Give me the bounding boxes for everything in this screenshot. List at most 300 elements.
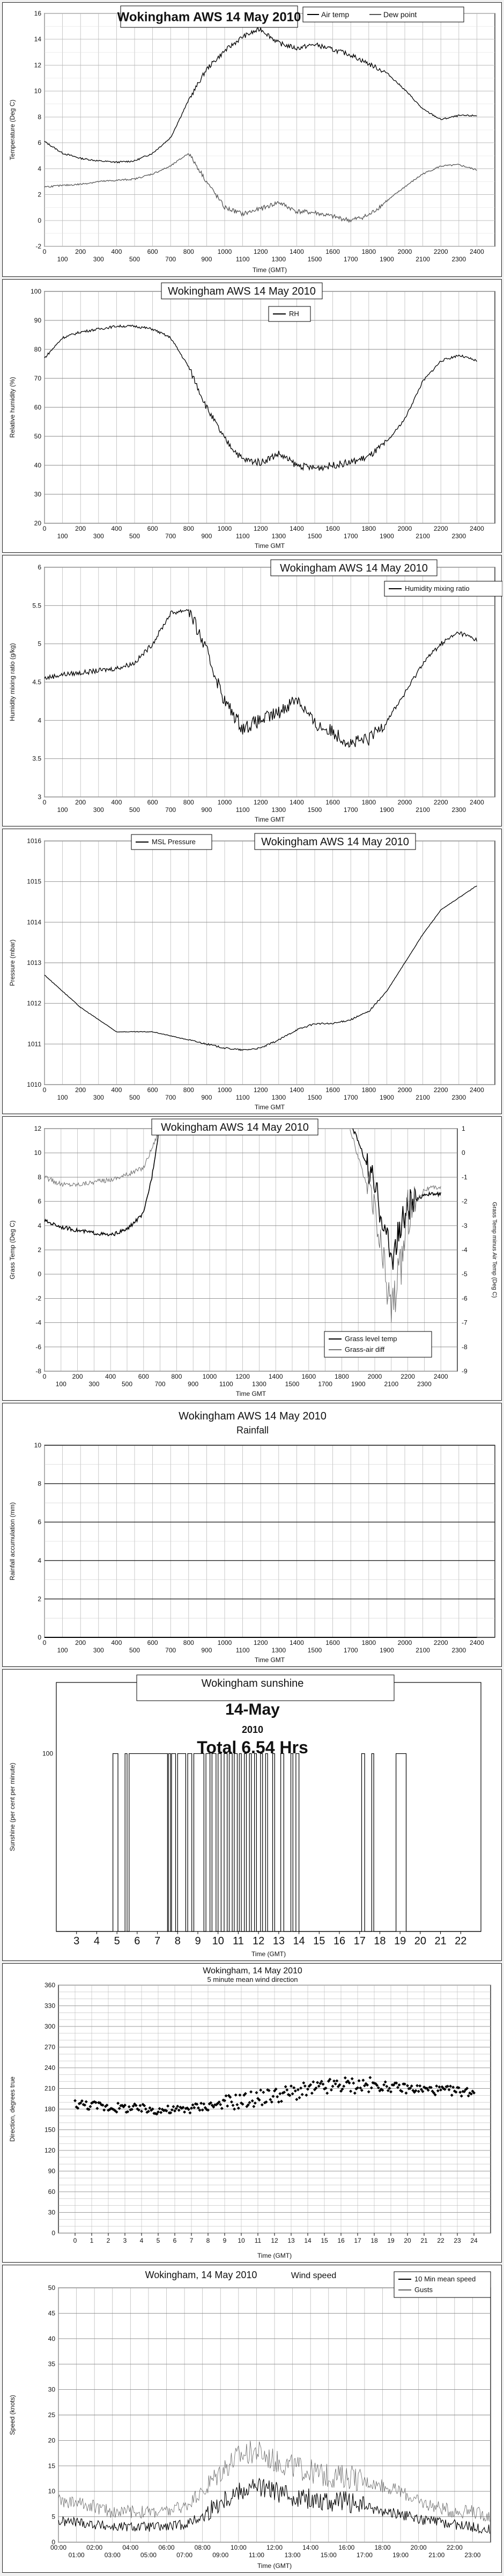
x-tick-label: 200 (75, 525, 86, 532)
y-right-tick-label: -1 (462, 1173, 468, 1181)
legend-label: MSL Pressure (152, 838, 196, 846)
y-tick-label: -4 (35, 1319, 41, 1327)
y-tick-label: 1011 (27, 1040, 41, 1048)
x-tick-label: 1500 (307, 806, 322, 814)
x-tick-label: 1000 (217, 799, 232, 806)
x-tick-label: 1800 (335, 1373, 349, 1380)
x-tick-label: 7 (154, 1935, 161, 1947)
x-tick-label: 500 (129, 255, 140, 263)
y-right-axis-label: Grass Temp minus Air Temp (Deg C) (491, 1202, 498, 1298)
y-tick-label: 6 (38, 564, 41, 571)
x-tick-label: 10 (212, 1935, 224, 1947)
x-tick-label: 0 (42, 1373, 47, 1380)
x-tick-label: 22 (437, 2237, 444, 2244)
x-tick-label: 100 (57, 1094, 68, 1101)
x-tick-label: 11:00 (248, 2551, 264, 2559)
y-tick-label: 80 (34, 346, 41, 353)
x-tick-label: 500 (129, 1646, 140, 1654)
x-tick-label: 500 (129, 806, 140, 814)
y-tick-label: -6 (35, 1343, 41, 1351)
x-tick-label: 2400 (470, 1086, 484, 1094)
y-tick-label: 16 (34, 10, 41, 17)
x-tick-label: 100 (57, 532, 68, 540)
x-tick-label: 1600 (301, 1373, 316, 1380)
y-tick-label: 14 (34, 35, 41, 43)
x-tick-label: 7 (189, 2237, 194, 2244)
x-tick-label: 1600 (325, 1086, 340, 1094)
x-tick-label: 1800 (361, 799, 376, 806)
x-tick-label: 1900 (380, 255, 394, 263)
y-tick-label: 10 (48, 2487, 55, 2496)
y-tick-label: 180 (44, 2105, 55, 2113)
x-tick-label: 1000 (217, 1639, 232, 1646)
chart-title: Wokingham, 14 May 2010 (203, 1966, 302, 1975)
x-tick-label: 1900 (380, 1094, 394, 1101)
y-tick-label: 150 (44, 2126, 55, 2134)
y-tick-label: 3.5 (32, 755, 41, 763)
x-tick-label: 900 (201, 1646, 212, 1654)
x-axis-label: Time GMT (254, 1656, 285, 1664)
x-tick-label: 2200 (433, 1086, 448, 1094)
y-right-tick-label: -7 (462, 1319, 468, 1327)
y-tick-label: 12 (34, 1125, 41, 1132)
x-tick-label: 1700 (343, 1094, 358, 1101)
x-tick-label: 18 (370, 2237, 378, 2244)
y-axis-label: Speed (knots) (9, 2395, 16, 2435)
x-tick-label: 6 (173, 2237, 177, 2244)
y-tick-label: 5.5 (32, 602, 41, 610)
y-axis-label: Grass Temp (Deg C) (9, 1220, 16, 1279)
x-tick-label: 1500 (307, 532, 322, 540)
y-tick-label: 8 (38, 1173, 41, 1181)
y-tick-label: 90 (34, 317, 41, 324)
x-axis-label: Time GMT (235, 1390, 266, 1397)
chart-panel-hmr (2, 555, 502, 826)
x-tick-label: 1800 (361, 1086, 376, 1094)
y-tick-label: 8 (38, 113, 41, 121)
x-tick-label: 1300 (271, 255, 286, 263)
x-tick-label: 21:00 (428, 2551, 445, 2559)
x-tick-label: 13:00 (284, 2551, 301, 2559)
x-tick-label: 2200 (433, 799, 448, 806)
chart-title: Wokingham AWS 14 May 2010 (168, 286, 316, 298)
legend-label: Gusts (414, 2286, 433, 2294)
x-tick-label: 1200 (253, 248, 268, 255)
x-tick-label: 2400 (433, 1373, 448, 1380)
y-tick-label: 1013 (27, 959, 41, 967)
y-tick-label: 12 (34, 61, 41, 69)
x-tick-label: 900 (201, 532, 212, 540)
x-tick-label: 1400 (290, 248, 304, 255)
y-tick-label: 10 (34, 1149, 41, 1157)
legend (384, 581, 502, 596)
y-tick-label: 30 (34, 491, 41, 498)
x-tick-label: 1700 (343, 532, 358, 540)
y-tick-label: 45 (48, 2309, 55, 2317)
y-tick-label: 50 (48, 2284, 55, 2292)
y-axis-label: Temperature (Deg C) (9, 99, 16, 160)
x-tick-label: 400 (111, 1086, 122, 1094)
x-tick-label: 2300 (451, 806, 466, 814)
x-tick-label: 300 (93, 806, 104, 814)
y-right-tick-label: -9 (462, 1367, 468, 1375)
x-tick-label: 9 (223, 2237, 227, 2244)
x-tick-label: 9 (195, 1935, 201, 1947)
x-tick-label: 400 (111, 248, 122, 255)
x-tick-label: 1 (90, 2237, 94, 2244)
legend (269, 306, 310, 321)
legend-label: Air temp (321, 10, 350, 19)
x-tick-label: 1500 (307, 1646, 322, 1654)
x-tick-label: 07:00 (176, 2551, 193, 2559)
x-tick-label: 200 (75, 1639, 86, 1646)
x-tick-label: 0 (73, 2237, 77, 2244)
y-tick-label: 120 (44, 2147, 55, 2154)
y-right-tick-label: 0 (462, 1149, 465, 1157)
y-tick-label: 360 (44, 1981, 55, 1989)
chart-panel-rh (2, 279, 502, 553)
x-tick-label: 18 (374, 1935, 386, 1947)
x-tick-label: 05:00 (140, 2551, 157, 2559)
x-tick-label: 19 (394, 1935, 406, 1947)
x-tick-label: 2000 (397, 1639, 412, 1646)
legend (303, 7, 464, 22)
x-tick-label: 1300 (252, 1380, 266, 1388)
chart-svg-sunshine (3, 1670, 502, 1962)
x-tick-label: 3 (73, 1935, 80, 1947)
x-tick-label: 1500 (307, 1094, 322, 1101)
y-tick-label: 0 (51, 2229, 55, 2237)
y-tick-label: 1012 (27, 999, 41, 1007)
x-tick-label: 700 (165, 255, 176, 263)
y-tick-label: 20 (34, 519, 41, 527)
x-tick-label: 1700 (343, 1646, 358, 1654)
x-tick-label: 15 (321, 2237, 328, 2244)
x-tick-label: 2100 (416, 255, 430, 263)
x-tick-label: 2000 (397, 525, 412, 532)
x-tick-label: 1100 (235, 806, 250, 814)
legend-label: Dew point (383, 10, 417, 19)
x-tick-label: 19:00 (392, 2551, 409, 2559)
y-tick-label: 6 (38, 1518, 41, 1526)
y-right-tick-label: -2 (462, 1197, 468, 1205)
x-tick-label: 1000 (217, 1086, 232, 1094)
x-tick-label: 1900 (380, 806, 394, 814)
chart-subtitle: Rainfall (236, 1425, 269, 1436)
chart-panel-sunshine (2, 1669, 502, 1961)
y-tick-label: 10 (34, 1441, 41, 1449)
y-axis-label: Direction, degrees true (9, 2076, 16, 2142)
x-tick-label: 00:00 (50, 2544, 67, 2551)
x-tick-label: 2300 (451, 532, 466, 540)
y-tick-label: 4.5 (32, 678, 41, 686)
chart-title: Wokingham AWS 14 May 2010 (117, 10, 301, 25)
x-tick-label: 600 (147, 1086, 158, 1094)
x-tick-label: 2200 (433, 248, 448, 255)
x-tick-label: 23 (454, 2237, 461, 2244)
x-tick-label: 0 (42, 525, 47, 532)
y-tick-label: 0 (51, 2538, 55, 2546)
x-tick-label: 800 (183, 525, 194, 532)
x-axis-label: Time (GMT) (251, 1950, 286, 1958)
y-axis-label: Pressure (mbar) (9, 939, 16, 986)
legend (324, 1331, 432, 1357)
x-tick-label: 20 (404, 2237, 411, 2244)
chart-title: Wokingham AWS 14 May 2010 (179, 1410, 327, 1422)
x-tick-label: 200 (75, 1086, 86, 1094)
x-tick-label: 1400 (290, 1639, 304, 1646)
y-right-tick-label: -5 (462, 1270, 468, 1278)
x-tick-label: 15 (313, 1935, 325, 1947)
x-tick-label: 2100 (416, 1646, 430, 1654)
chart-svg-pressure (3, 829, 502, 1115)
x-tick-label: 2200 (433, 1639, 448, 1646)
x-tick-label: 3 (123, 2237, 127, 2244)
x-tick-label: 2000 (367, 1373, 382, 1380)
x-tick-label: 900 (201, 806, 212, 814)
y-tick-label: 60 (48, 2188, 55, 2196)
x-tick-label: 09:00 (212, 2551, 229, 2559)
x-tick-label: 06:00 (158, 2544, 175, 2551)
chart-title: Wokingham AWS 14 May 2010 (280, 562, 428, 575)
x-tick-label: 1200 (253, 525, 268, 532)
y-tick-label: 10 (34, 87, 41, 95)
y-tick-label: 8 (38, 1480, 41, 1488)
x-tick-label: 600 (147, 1639, 158, 1646)
x-tick-label: 10 (238, 2237, 245, 2244)
x-tick-label: 1800 (361, 248, 376, 255)
y-tick-label: 30 (48, 2385, 55, 2394)
y-tick-label: 2 (38, 1246, 41, 1254)
y-tick-label: 100 (30, 288, 41, 295)
x-tick-label: 1000 (217, 525, 232, 532)
x-tick-label: 1800 (361, 1639, 376, 1646)
x-tick-label: 700 (165, 1646, 176, 1654)
y-axis-label: Relative humidity (%) (9, 377, 16, 438)
x-tick-label: 1900 (380, 532, 394, 540)
x-tick-label: 12 (271, 2237, 278, 2244)
x-tick-label: 1500 (307, 255, 322, 263)
x-tick-label: 100 (55, 1380, 66, 1388)
x-tick-label: 1200 (253, 1639, 268, 1646)
x-axis-label: Time GMT (254, 542, 285, 550)
x-tick-label: 16 (337, 2237, 345, 2244)
y-axis-label: Rainfall accumulation (mm) (9, 1502, 16, 1580)
x-tick-label: 11 (254, 2237, 262, 2244)
x-tick-label: 1400 (268, 1373, 283, 1380)
x-tick-label: 14:00 (302, 2544, 319, 2551)
chart-panel-wind_speed (2, 2265, 502, 2573)
y-tick-label: 3 (38, 793, 41, 801)
x-tick-label: 14 (304, 2237, 312, 2244)
y-tick-label: 60 (34, 404, 41, 411)
x-tick-label: 1300 (271, 806, 286, 814)
x-tick-label: 16 (333, 1935, 346, 1947)
chart-title: Wokingham AWS 14 May 2010 (161, 1122, 309, 1134)
x-tick-label: 2100 (416, 1094, 430, 1101)
x-tick-label: 1200 (253, 1086, 268, 1094)
x-tick-label: 2000 (397, 799, 412, 806)
x-tick-label: 800 (171, 1373, 182, 1380)
x-tick-label: 1400 (290, 799, 304, 806)
y-tick-label: 330 (44, 2002, 55, 2010)
y-tick-label: 40 (34, 462, 41, 469)
x-tick-label: 1200 (253, 799, 268, 806)
x-tick-label: 1600 (325, 1639, 340, 1646)
x-tick-label: 20:00 (410, 2544, 427, 2551)
x-tick-label: 400 (105, 1373, 116, 1380)
x-tick-label: 2000 (397, 248, 412, 255)
chart-svg-hmr (3, 555, 502, 827)
x-tick-label: 4 (93, 1935, 100, 1947)
y-right-tick-label: -4 (462, 1246, 468, 1254)
x-tick-label: 0 (42, 1086, 47, 1094)
x-tick-label: 17 (353, 1935, 366, 1947)
x-tick-label: 8 (206, 2237, 210, 2244)
y-tick-label: 70 (34, 375, 41, 382)
x-tick-label: 16:00 (338, 2544, 355, 2551)
x-tick-label: 17:00 (356, 2551, 373, 2559)
chart-title: Wokingham sunshine (201, 1678, 304, 1689)
legend-label: RH (289, 310, 299, 318)
chart-svg-temp (3, 3, 502, 277)
x-tick-label: 1600 (325, 525, 340, 532)
x-tick-label: 700 (165, 532, 176, 540)
x-tick-label: 1100 (235, 1094, 250, 1101)
x-tick-label: 8 (174, 1935, 181, 1947)
x-tick-label: 15:00 (320, 2551, 337, 2559)
x-tick-label: 1900 (380, 1646, 394, 1654)
x-tick-label: 2200 (433, 525, 448, 532)
chart-panel-pressure (2, 829, 502, 1114)
y-tick-label: 2 (38, 191, 41, 199)
x-tick-label: 1600 (325, 799, 340, 806)
x-tick-label: 300 (93, 532, 104, 540)
x-tick-label: 1300 (271, 532, 286, 540)
x-tick-label: 800 (183, 799, 194, 806)
chart-subtitle: 14-May (225, 1701, 280, 1718)
y-tick-label: 1016 (27, 837, 41, 845)
x-tick-label: 03:00 (104, 2551, 121, 2559)
x-tick-label: 14 (293, 1935, 305, 1947)
y-tick-label: 25 (48, 2411, 55, 2419)
x-tick-label: 2300 (451, 1646, 466, 1654)
legend-label: Humidity mixing ratio (405, 584, 470, 592)
x-tick-label: 11 (233, 1935, 244, 1947)
y-tick-label: 210 (44, 2084, 55, 2092)
y-tick-label: 0 (38, 1270, 41, 1278)
x-tick-label: 1100 (235, 255, 250, 263)
x-tick-label: 500 (129, 532, 140, 540)
plot-area (56, 1682, 481, 1931)
x-axis-label: Time (GMT) (257, 2252, 292, 2259)
x-tick-label: 20 (414, 1935, 426, 1947)
x-tick-label: 02:00 (86, 2544, 103, 2551)
x-tick-label: 0 (42, 1639, 47, 1646)
chart-subtitle: 5 minute mean wind direction (207, 1975, 298, 1984)
x-tick-label: 600 (147, 525, 158, 532)
legend-label: 10 Min mean speed (414, 2275, 476, 2283)
y-tick-label: 4 (38, 716, 41, 724)
y-tick-label: 240 (44, 2064, 55, 2072)
x-axis-label: Time (GMT) (252, 266, 287, 274)
legend-label: Grass level temp (345, 1335, 397, 1343)
x-tick-label: 5 (156, 2237, 160, 2244)
x-tick-label: 800 (183, 248, 194, 255)
y-tick-label: 5 (51, 2513, 55, 2521)
x-tick-label: 2400 (470, 799, 484, 806)
x-axis-label: Time (GMT) (257, 2562, 292, 2570)
x-tick-label: 1700 (343, 806, 358, 814)
y-tick-label: -2 (35, 243, 41, 250)
x-tick-label: 21 (434, 1935, 447, 1947)
y-right-tick-label: -8 (462, 1343, 468, 1351)
y-tick-label: 4 (38, 165, 41, 173)
chart-title: Wokingham AWS 14 May 2010 (261, 836, 409, 848)
y-tick-label: 6 (38, 1197, 41, 1205)
y-axis-label: Sunshine (per cent per minute) (9, 1762, 16, 1851)
x-tick-label: 500 (121, 1380, 133, 1388)
x-tick-label: 200 (72, 1373, 83, 1380)
y-tick-label: -2 (35, 1294, 41, 1302)
chart-svg-rh (3, 280, 502, 553)
x-tick-label: 1800 (361, 525, 376, 532)
x-tick-label: 18:00 (374, 2544, 391, 2551)
legend (394, 2272, 491, 2297)
x-tick-label: 1700 (343, 255, 358, 263)
x-tick-label: 1000 (217, 248, 232, 255)
y-tick-label: 1014 (27, 918, 41, 926)
y-tick-label: 20 (48, 2436, 55, 2445)
y-tick-label: 300 (44, 2023, 55, 2030)
chart-total: Total 6.54 Hrs (197, 1738, 308, 1757)
x-tick-label: 22 (455, 1935, 467, 1947)
chart-panel-wind_dir (2, 1963, 502, 2263)
x-tick-label: 2100 (416, 806, 430, 814)
y-right-tick-label: 1 (462, 1125, 465, 1132)
y-tick-label: 6 (38, 139, 41, 147)
y-tick-label: 5 (38, 640, 41, 648)
x-tick-label: 01:00 (68, 2551, 85, 2559)
x-tick-label: 2300 (451, 255, 466, 263)
x-tick-label: 600 (147, 248, 158, 255)
chart-svg-grass (3, 1117, 502, 1401)
x-tick-label: 1100 (219, 1380, 233, 1388)
y-tick-label: 1010 (27, 1081, 41, 1088)
x-tick-label: 400 (111, 1639, 122, 1646)
x-tick-label: 2400 (470, 525, 484, 532)
y-right-tick-label: -6 (462, 1294, 468, 1302)
y-tick-label: 40 (48, 2334, 55, 2343)
x-tick-label: 10:00 (230, 2544, 247, 2551)
x-tick-label: 300 (93, 1646, 104, 1654)
x-tick-label: 900 (201, 255, 212, 263)
chart-year: 2010 (241, 1724, 264, 1735)
x-tick-label: 2400 (470, 1639, 484, 1646)
legend-label: Grass-air diff (345, 1345, 385, 1353)
chart-svg-wind_dir (3, 1964, 502, 2263)
y-tick-label: 2 (38, 1595, 41, 1603)
x-tick-label: 23:00 (464, 2551, 481, 2559)
x-tick-label: 22:00 (446, 2544, 463, 2551)
y-tick-label: 0 (38, 216, 41, 224)
x-tick-label: 700 (165, 806, 176, 814)
x-tick-label: 1300 (271, 1094, 286, 1101)
x-tick-label: 5 (114, 1935, 120, 1947)
x-tick-label: 13 (272, 1935, 285, 1947)
y-tick-label: 35 (48, 2360, 55, 2368)
x-tick-label: 21 (420, 2237, 428, 2244)
